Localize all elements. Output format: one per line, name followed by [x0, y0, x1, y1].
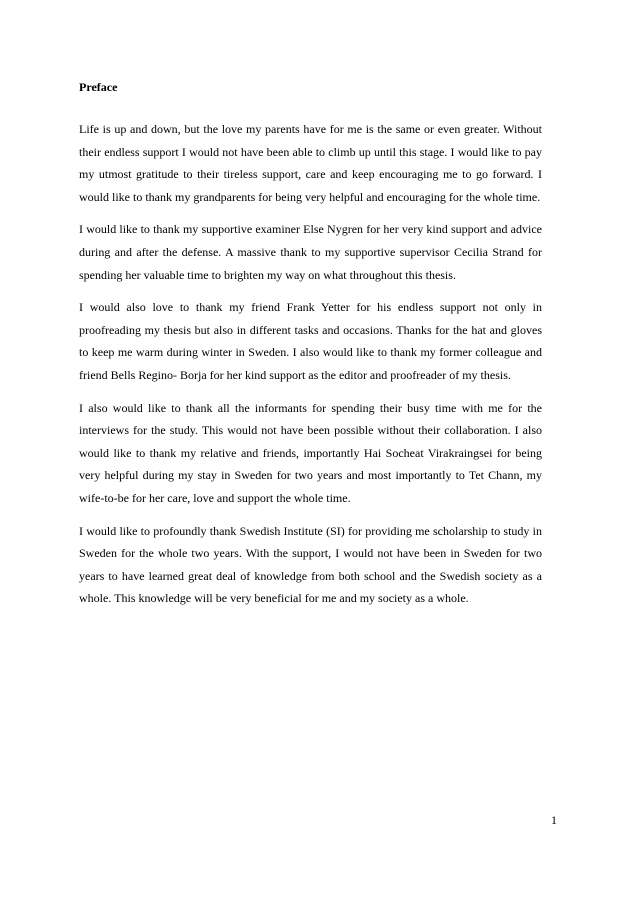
paragraph-informants: I also would like to thank all the informants for spending their busy time with me for the interviews for the study. This would not have been possible without their collaboration. I also would like to thank my relative and friends, importantly Hai Socheat Virakraingsei for being very helpful during my stay in Sweden for two years and most importantly to Tet Chann, my wife-to-be for her care, love and support the whole time. — [79, 400, 542, 505]
paragraph-parents: Life is up and down, but the love my parents have for me is the same or even greater. Without their endless support I would not have been able to climb up until this stage. I would like to pay my utmost gratitude to their tireless support, care and keep encouraging me to go forward. I would like to thank my grandparents for being very helpful and encouraging for the whole time. — [79, 122, 542, 204]
preface-section — [79, 78, 542, 620]
paragraph-swedish-institute: I would like to profoundly thank Swedish Institute (SI) for providing me scholarship to study in Sweden for the whole two years. With the support, I would not have been in Sweden for two years to have learned great deal of knowledge from both school and the Swedish society as a whole. This knowledge will be very beneficial for me and my society as a whole. — [79, 523, 542, 606]
paragraph-examiner-supervisor: I would like to thank my supportive examiner Else Nygren for her very kind support and advice during and after the defense. A massive thank to my supportive supervisor Cecilia Strand for spending her valuable time to brighten my way on what throughout this thesis. — [79, 222, 542, 282]
paragraph-friends-proofreading: I would also love to thank my friend Frank Yetter for his endless support not only in proofreading my thesis but also in different tasks and occasions. Thanks for the hat and gloves to keep me warm during winter in Sweden. I also would like to thank my former colleague and friend Bells Regino- Borja for her kind support as the editor and proofreader of my thesis. — [79, 300, 542, 382]
page-number: 1 — [551, 813, 557, 827]
section-heading: Preface — [79, 80, 118, 94]
